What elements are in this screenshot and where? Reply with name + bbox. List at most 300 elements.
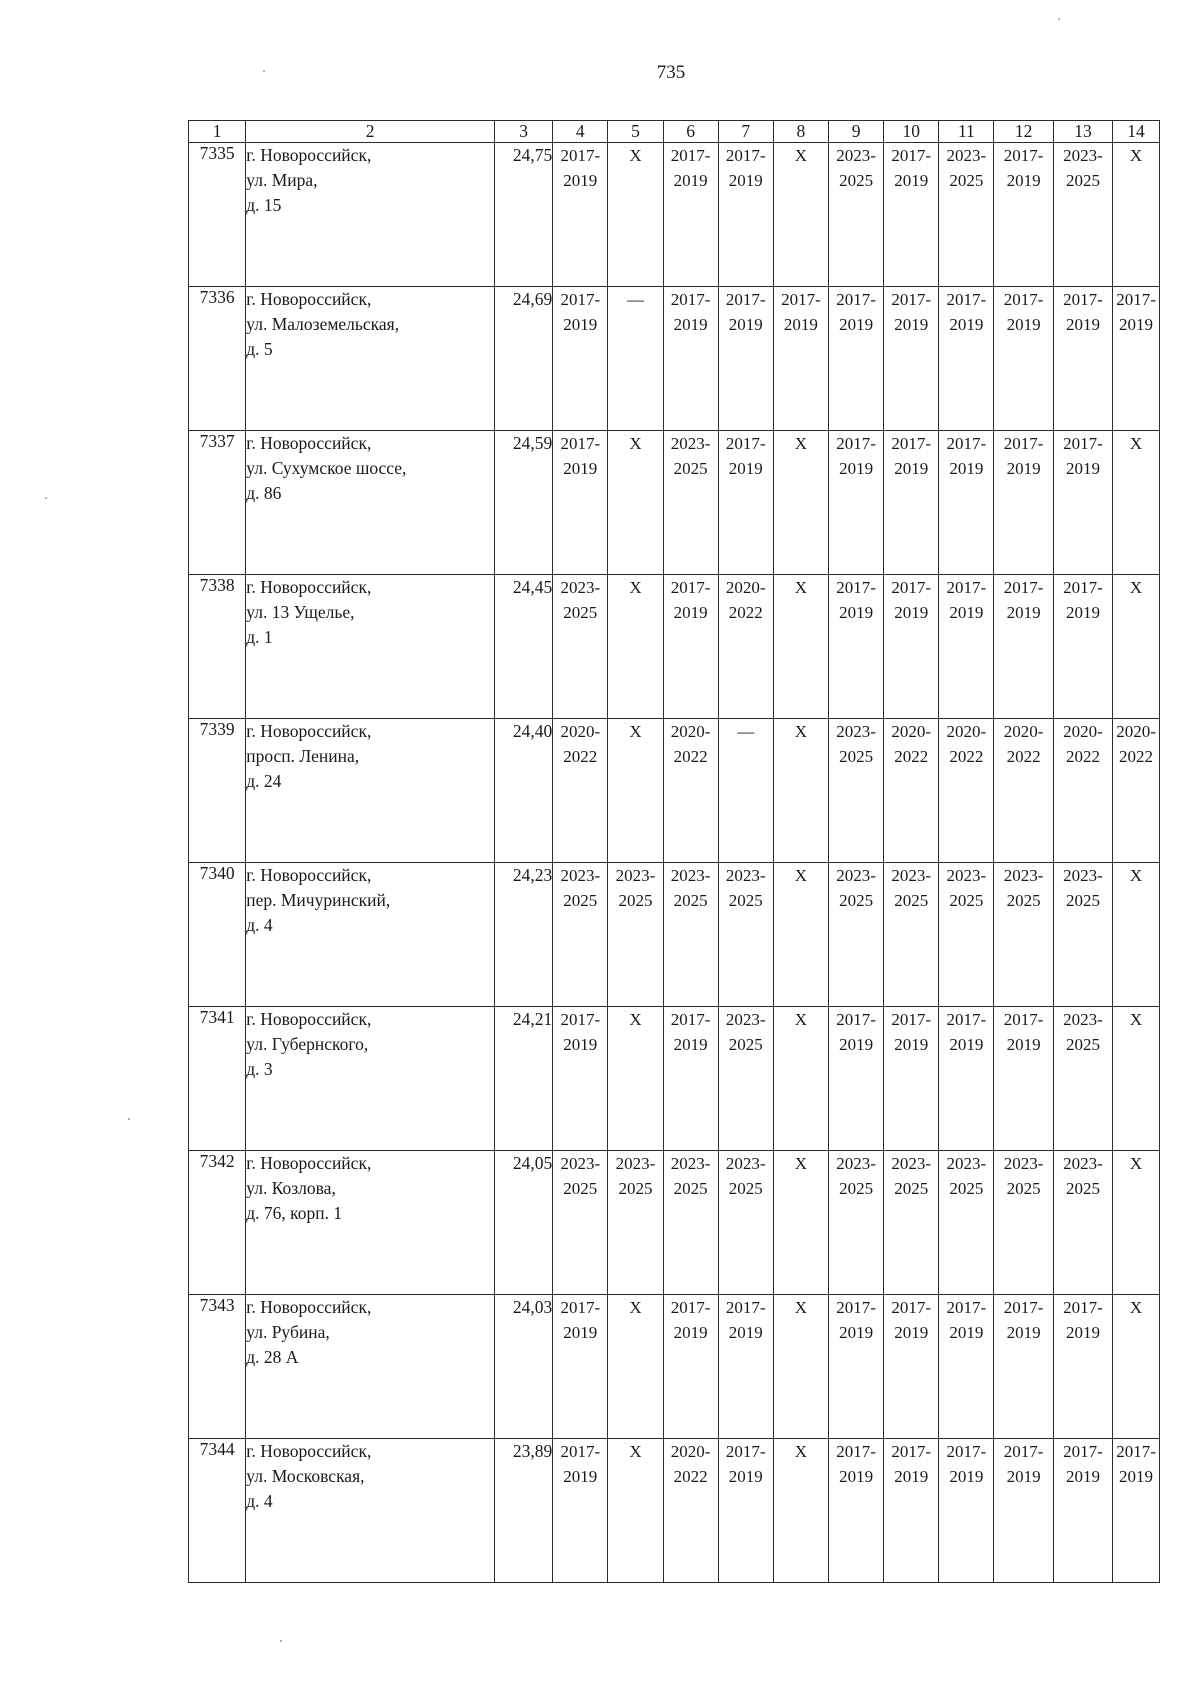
address-line: д. 28 А <box>246 1347 299 1367</box>
period-cell <box>884 1295 939 1439</box>
period-text: 2017- <box>670 146 711 165</box>
period-text: 2025 <box>728 1179 763 1198</box>
period-cell <box>994 1295 1053 1439</box>
period-text: 2017- <box>946 1442 987 1461</box>
period-text: 2017- <box>1003 434 1044 453</box>
period-text: X <box>1129 1154 1143 1173</box>
period-text: 2019 <box>949 1035 984 1054</box>
period-text: 2019 <box>949 603 984 622</box>
row-number <box>189 431 246 575</box>
period-text: 2020- <box>946 722 987 741</box>
period-text: 2017- <box>725 1442 766 1461</box>
period-text: 2019 <box>673 171 708 190</box>
period-text: 2023- <box>836 1154 876 1173</box>
period-text: 2019 <box>563 1035 598 1054</box>
scan-speck <box>128 1118 130 1120</box>
period-cell <box>1053 575 1112 719</box>
period-text: 2019 <box>839 1035 874 1054</box>
row-number <box>189 1007 246 1151</box>
period-cell <box>553 431 608 575</box>
period-text: 2017- <box>670 290 711 309</box>
period-text: — <box>737 722 755 741</box>
address-line: ул. Московская, <box>246 1466 365 1486</box>
period-cell <box>994 863 1053 1007</box>
period-text: 2019 <box>1065 1467 1100 1486</box>
housing-register-table <box>188 120 1160 1583</box>
address-line: д. 4 <box>246 915 273 935</box>
period-cell <box>884 287 939 431</box>
row-number <box>189 575 246 719</box>
table-row <box>189 719 1160 863</box>
period-cell <box>663 863 718 1007</box>
period-text: 2019 <box>1006 459 1041 478</box>
address-cell <box>246 143 495 287</box>
row-number-text: 7342 <box>199 1151 235 1171</box>
period-cell <box>553 1439 608 1583</box>
period-text: 2017- <box>836 290 876 309</box>
period-text: 2019 <box>1006 603 1041 622</box>
period-cell <box>553 863 608 1007</box>
period-text: 2019 <box>1006 1323 1041 1342</box>
address-line: ул. Мира, <box>246 170 318 190</box>
period-text: 2023- <box>560 866 601 885</box>
period-text: 2019 <box>1006 171 1041 190</box>
period-cell <box>718 719 773 863</box>
period-cell <box>884 1007 939 1151</box>
period-cell <box>718 1007 773 1151</box>
column-header: 10 <box>884 121 939 143</box>
address-line: д. 4 <box>246 1491 273 1511</box>
address-line: г. Новороссийск, <box>246 1009 372 1029</box>
period-cell <box>884 431 939 575</box>
area-cell: 24,75 <box>494 143 552 287</box>
period-cell <box>1113 143 1160 287</box>
period-cell <box>718 143 773 287</box>
address-cell <box>246 1295 495 1439</box>
period-cell <box>829 143 884 287</box>
period-cell <box>939 431 994 575</box>
period-text: 2019 <box>949 1323 984 1342</box>
row-number-text: 7336 <box>199 287 235 307</box>
row-number <box>189 287 246 431</box>
period-cell <box>1053 863 1112 1007</box>
period-cell <box>718 575 773 719</box>
period-cell <box>773 1007 828 1151</box>
scan-speck <box>280 1640 282 1642</box>
period-cell <box>553 719 608 863</box>
period-text: 2025 <box>1065 891 1100 910</box>
period-cell <box>829 1151 884 1295</box>
period-text: 2023- <box>1063 866 1103 885</box>
table-row <box>189 1439 1160 1583</box>
period-text: 2023- <box>670 434 711 453</box>
period-cell <box>939 1007 994 1151</box>
column-header: 14 <box>1113 121 1160 143</box>
period-text: 2019 <box>1119 1467 1154 1486</box>
period-text: 2025 <box>1065 1035 1100 1054</box>
period-text: 2019 <box>563 1323 598 1342</box>
period-text: 2020- <box>725 578 766 597</box>
period-cell <box>829 863 884 1007</box>
period-text: 2023- <box>615 1154 656 1173</box>
period-text: 2020- <box>1116 722 1156 741</box>
period-text: 2017- <box>836 1010 876 1029</box>
period-text: 2019 <box>949 1467 984 1486</box>
period-cell <box>1113 1151 1160 1295</box>
period-cell <box>829 1007 884 1151</box>
period-text: X <box>794 1298 808 1317</box>
period-cell <box>1053 1151 1112 1295</box>
address-cell <box>246 1439 495 1583</box>
period-text: 2019 <box>839 459 874 478</box>
period-text: 2017- <box>1003 1010 1044 1029</box>
period-text: 2025 <box>949 891 984 910</box>
period-cell <box>663 1007 718 1151</box>
period-text: 2023- <box>891 1154 932 1173</box>
period-text: X <box>794 434 808 453</box>
address-line: г. Новороссийск, <box>246 433 372 453</box>
period-text: 2023- <box>725 866 766 885</box>
period-text: X <box>794 866 808 885</box>
period-text: 2022 <box>563 747 598 766</box>
period-text: 2025 <box>673 459 708 478</box>
address-line: д. 5 <box>246 339 273 359</box>
period-cell <box>663 143 718 287</box>
scan-speck <box>45 497 47 499</box>
period-text: 2017- <box>560 290 601 309</box>
address-line: г. Новороссийск, <box>246 1441 372 1461</box>
row-number <box>189 1295 246 1439</box>
period-cell <box>553 1151 608 1295</box>
period-text: 2023- <box>725 1010 766 1029</box>
period-text: 2022 <box>949 747 984 766</box>
period-text: 2023- <box>836 866 876 885</box>
period-text: 2017- <box>836 578 876 597</box>
period-cell <box>1113 863 1160 1007</box>
table-row <box>189 1007 1160 1151</box>
period-text: 2023- <box>615 866 656 885</box>
period-cell <box>718 863 773 1007</box>
period-text: 2017- <box>1116 1442 1156 1461</box>
period-cell <box>553 1295 608 1439</box>
period-text: 2019 <box>894 459 929 478</box>
period-cell <box>718 431 773 575</box>
row-number-text: 7337 <box>199 431 235 451</box>
period-text: 2022 <box>894 747 929 766</box>
period-text: 2022 <box>673 747 708 766</box>
row-number-text: 7339 <box>199 719 235 739</box>
period-text: 2019 <box>894 1035 929 1054</box>
period-text: 2017- <box>781 290 821 309</box>
period-text: 2017- <box>1063 1298 1103 1317</box>
period-cell <box>994 1007 1053 1151</box>
area-cell: 24,21 <box>494 1007 552 1151</box>
period-text: 2017- <box>946 434 987 453</box>
period-text: 2023- <box>670 866 711 885</box>
period-text: X <box>629 578 642 597</box>
period-text: 2017- <box>670 1298 711 1317</box>
period-text: 2023- <box>946 146 987 165</box>
period-text: — <box>626 290 644 309</box>
period-cell <box>939 1151 994 1295</box>
period-text: 2017- <box>1063 1442 1103 1461</box>
period-cell <box>1113 575 1160 719</box>
period-text: 2025 <box>618 1179 653 1198</box>
period-cell <box>829 719 884 863</box>
period-text: 2019 <box>839 315 874 334</box>
address-line: ул. Рубина, <box>246 1322 330 1342</box>
period-text: 2017- <box>891 434 932 453</box>
period-text: 2019 <box>894 1467 929 1486</box>
address-cell <box>246 431 495 575</box>
period-cell <box>663 1295 718 1439</box>
period-text: 2019 <box>839 1323 874 1342</box>
period-cell <box>1053 1439 1112 1583</box>
row-number-text: 7344 <box>199 1439 235 1459</box>
period-text: 2019 <box>1006 315 1041 334</box>
period-text: 2025 <box>618 891 653 910</box>
address-line: г. Новороссийск, <box>246 1297 372 1317</box>
period-cell <box>718 1151 773 1295</box>
row-number-text: 7343 <box>199 1295 235 1315</box>
period-text: 2019 <box>673 1035 708 1054</box>
period-cell <box>608 1007 663 1151</box>
address-line: просп. Ленина, <box>246 746 360 766</box>
period-cell <box>773 1295 828 1439</box>
scan-speck <box>263 70 265 72</box>
period-text: 2017- <box>725 290 766 309</box>
period-text: 2017- <box>1063 290 1103 309</box>
period-text: 2017- <box>836 434 876 453</box>
period-cell <box>884 575 939 719</box>
row-number <box>189 1151 246 1295</box>
column-header: 5 <box>608 121 663 143</box>
area-cell: 24,23 <box>494 863 552 1007</box>
period-text: 2023- <box>560 1154 601 1173</box>
period-text: 2019 <box>894 171 929 190</box>
period-text: 2025 <box>728 891 763 910</box>
period-text: 2019 <box>894 1323 929 1342</box>
period-text: 2025 <box>894 1179 929 1198</box>
period-cell <box>663 287 718 431</box>
period-cell <box>608 863 663 1007</box>
period-cell <box>939 143 994 287</box>
period-cell <box>884 863 939 1007</box>
period-cell <box>663 719 718 863</box>
period-text: X <box>794 146 808 165</box>
area-cell: 23,89 <box>494 1439 552 1583</box>
period-text: 2017- <box>891 1010 932 1029</box>
period-cell <box>939 1295 994 1439</box>
period-text: 2025 <box>949 171 984 190</box>
column-header: 1 <box>189 121 246 143</box>
period-text: 2019 <box>1065 1323 1100 1342</box>
period-text: 2023- <box>836 722 876 741</box>
period-text: X <box>629 1442 642 1461</box>
period-cell <box>1053 431 1112 575</box>
period-text: 2025 <box>1065 171 1100 190</box>
row-number-text: 7335 <box>199 143 235 163</box>
period-text: 2017- <box>836 1442 876 1461</box>
address-line: г. Новороссийск, <box>246 865 372 885</box>
area-cell: 24,45 <box>494 575 552 719</box>
period-cell <box>608 287 663 431</box>
address-line: д. 86 <box>246 483 282 503</box>
period-text: 2022 <box>673 1467 708 1486</box>
period-cell <box>773 575 828 719</box>
column-number-header-row <box>189 121 1160 143</box>
column-header: 9 <box>829 121 884 143</box>
period-text: X <box>629 146 642 165</box>
period-text: 2025 <box>673 1179 708 1198</box>
period-text: 2019 <box>673 603 708 622</box>
period-text: 2025 <box>563 603 598 622</box>
period-text: 2023- <box>560 578 601 597</box>
period-cell <box>1053 287 1112 431</box>
period-text: 2025 <box>1006 1179 1041 1198</box>
period-cell <box>553 1007 608 1151</box>
address-line: г. Новороссийск, <box>246 1153 372 1173</box>
period-cell <box>994 287 1053 431</box>
period-text: 2017- <box>891 290 932 309</box>
area-cell: 24,69 <box>494 287 552 431</box>
period-text: 2022 <box>1119 747 1154 766</box>
address-line: д. 15 <box>246 195 282 215</box>
period-text: 2019 <box>673 1323 708 1342</box>
period-text: 2020- <box>670 722 711 741</box>
period-text: 2023- <box>1063 146 1103 165</box>
period-cell <box>608 575 663 719</box>
period-text: 2017- <box>725 146 766 165</box>
period-cell <box>994 575 1053 719</box>
period-cell <box>829 1295 884 1439</box>
period-text: 2023- <box>1063 1010 1103 1029</box>
column-header: 13 <box>1053 121 1112 143</box>
period-text: 2019 <box>894 315 929 334</box>
period-text: 2017- <box>1003 290 1044 309</box>
area-cell: 24,03 <box>494 1295 552 1439</box>
period-text: 2017- <box>560 146 601 165</box>
period-text: 2020- <box>891 722 932 741</box>
period-cell <box>663 575 718 719</box>
address-line: д. 76, корп. 1 <box>246 1203 343 1223</box>
period-text: X <box>794 722 808 741</box>
period-text: X <box>1129 866 1143 885</box>
period-text: 2017- <box>1003 146 1044 165</box>
period-text: 2019 <box>728 315 763 334</box>
period-text: 2025 <box>949 1179 984 1198</box>
address-line: д. 24 <box>246 771 282 791</box>
period-text: 2017- <box>891 578 932 597</box>
address-line: ул. Губернского, <box>246 1034 369 1054</box>
period-text: X <box>794 1154 808 1173</box>
period-text: 2023- <box>946 1154 987 1173</box>
period-text: 2017- <box>946 578 987 597</box>
period-text: 2017- <box>946 290 987 309</box>
period-text: 2019 <box>1006 1467 1041 1486</box>
period-text: 2025 <box>673 891 708 910</box>
scan-speck <box>1058 18 1060 20</box>
address-cell <box>246 1007 495 1151</box>
period-text: 2022 <box>1065 747 1100 766</box>
period-cell <box>773 1151 828 1295</box>
period-cell <box>608 719 663 863</box>
period-cell <box>553 287 608 431</box>
period-cell <box>773 143 828 287</box>
period-text: 2023- <box>836 146 876 165</box>
period-text: 2017- <box>891 1442 932 1461</box>
period-cell <box>829 431 884 575</box>
column-header: 3 <box>494 121 552 143</box>
period-cell <box>608 143 663 287</box>
period-text: 2017- <box>891 1298 932 1317</box>
period-cell <box>663 431 718 575</box>
period-cell <box>1113 1007 1160 1151</box>
period-text: X <box>1129 434 1143 453</box>
column-header: 7 <box>718 121 773 143</box>
period-text: 2017- <box>725 434 766 453</box>
period-cell <box>1113 287 1160 431</box>
period-cell <box>1053 143 1112 287</box>
period-cell <box>608 431 663 575</box>
period-text: X <box>794 1442 808 1461</box>
period-text: 2020- <box>560 722 601 741</box>
period-text: 2023- <box>1063 1154 1103 1173</box>
period-text: 2023- <box>891 866 932 885</box>
period-cell <box>939 287 994 431</box>
period-cell <box>884 1439 939 1583</box>
period-text: 2025 <box>839 171 874 190</box>
period-text: 2017- <box>670 578 711 597</box>
period-cell <box>718 287 773 431</box>
period-text: 2017- <box>725 1298 766 1317</box>
period-text: 2017- <box>1116 290 1156 309</box>
period-text: 2017- <box>1063 578 1103 597</box>
period-cell <box>773 719 828 863</box>
address-line: г. Новороссийск, <box>246 577 372 597</box>
row-number <box>189 1439 246 1583</box>
period-cell <box>1113 1295 1160 1439</box>
table-row <box>189 1151 1160 1295</box>
period-text: 2019 <box>894 603 929 622</box>
period-cell <box>829 1439 884 1583</box>
period-text: 2019 <box>839 603 874 622</box>
period-text: 2019 <box>728 459 763 478</box>
period-cell <box>1053 1007 1112 1151</box>
period-text: 2019 <box>1065 603 1100 622</box>
period-text: 2023- <box>725 1154 766 1173</box>
period-text: 2025 <box>1065 1179 1100 1198</box>
period-cell <box>773 431 828 575</box>
column-header: 11 <box>939 121 994 143</box>
period-cell <box>1053 719 1112 863</box>
period-cell <box>939 1439 994 1583</box>
address-line: ул. Козлова, <box>246 1178 336 1198</box>
period-text: X <box>1129 578 1143 597</box>
period-text: 2017- <box>891 146 932 165</box>
period-text: 2025 <box>839 1179 874 1198</box>
period-cell <box>884 719 939 863</box>
period-text: 2019 <box>1065 315 1100 334</box>
table-body <box>189 121 1160 1583</box>
period-cell <box>829 287 884 431</box>
address-cell <box>246 575 495 719</box>
period-cell <box>994 1151 1053 1295</box>
period-cell <box>829 575 884 719</box>
period-text: 2020- <box>670 1442 711 1461</box>
period-text: 2019 <box>563 459 598 478</box>
period-text: 2023- <box>1003 866 1044 885</box>
